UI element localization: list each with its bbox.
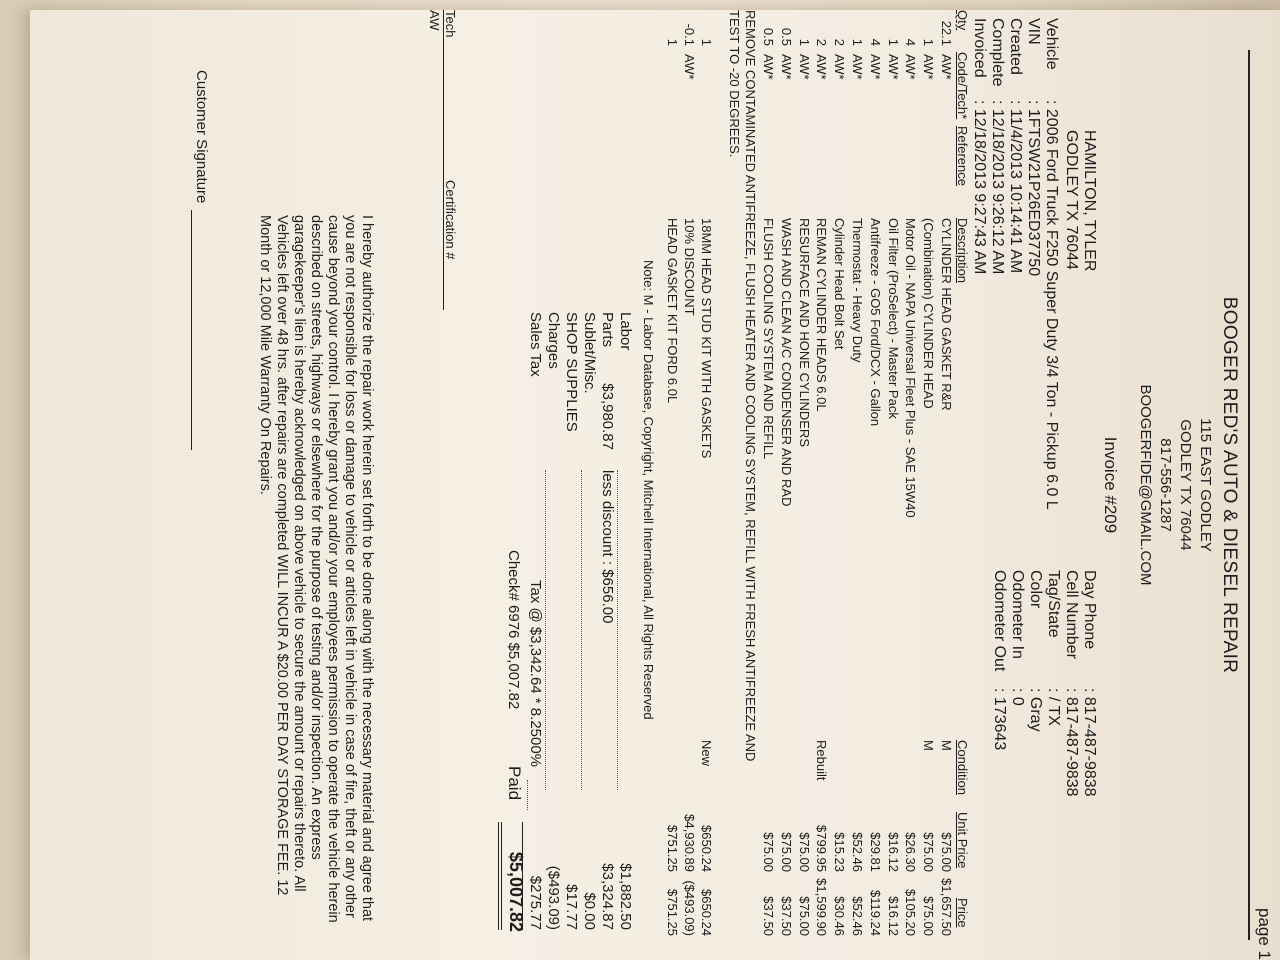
line-description: HEAD GASKET KIT FORD 6.0L — [665, 218, 680, 404]
vin-row: VIN: 1FTSW21P26ED37750 — [1025, 18, 1042, 277]
line-price: $1,657.50 — [939, 878, 954, 936]
tech-label: Tech — [443, 10, 458, 38]
line-code: AW* — [814, 54, 830, 80]
line-qty: 1 — [921, 38, 937, 46]
line-code: AW* — [885, 54, 901, 80]
shop-phone: 817-556-1287 — [1157, 438, 1174, 532]
line-code: AW* — [778, 54, 794, 80]
paid-status: Paid — [505, 766, 524, 801]
antifreeze-note-1: REMOVE CONTAMINATED ANTIFREEZE, FLUSH HEATER AND COOLING SYSTEM, REFILL WITH FRESH ANTIFREEZE AND — [743, 10, 758, 762]
tag-state-row: Tag/State: / TX — [1045, 570, 1062, 726]
parts-discount: less discount : $656.00 — [599, 470, 616, 624]
line-price: $751.25 — [665, 889, 680, 936]
line-description: 18MM HEAD STUD KIT WITH GASKETS — [699, 218, 714, 459]
tax-leader — [527, 780, 528, 810]
line-qty: 1 — [796, 38, 812, 46]
line-code: AW* — [867, 54, 883, 80]
line-code: AW* — [796, 54, 812, 80]
shop-supplies-amount: $17.77 — [563, 884, 580, 930]
customer-name: HAMILTON, TYLER — [1081, 130, 1098, 272]
line-qty: 1 — [885, 38, 901, 46]
col-qty-header: Qty — [955, 10, 970, 31]
line-price: $1,599.90 — [814, 878, 830, 936]
odometer-out-row: Odometer Out: 173643 — [991, 570, 1008, 751]
shop-address: 115 EAST GODLEY — [1197, 418, 1214, 552]
line-unit-price: $16.12 — [885, 832, 901, 872]
line-price: $119.24 — [867, 889, 883, 936]
customer-city: GODLEY TX 76044 — [1063, 130, 1080, 270]
line-price: ($493.09) — [682, 880, 697, 936]
color-row: Color: Gray — [1027, 570, 1044, 732]
line-qty: 0.5 — [761, 27, 776, 46]
line-description: Motor Oil - NAPA Universal Fleet Plus - SAE 15W40 — [903, 218, 919, 518]
invoice-number: Invoice #209 — [1101, 436, 1120, 534]
line-price: $37.50 — [761, 896, 776, 936]
customer-signature-label: Customer Signature — [193, 70, 210, 204]
labor-label: Labor — [617, 312, 634, 351]
line-condition: Rebuilt — [814, 740, 830, 781]
line-description: REMAN CYLINDER HEADS 6.0L — [814, 218, 830, 412]
line-price: $105.20 — [903, 889, 919, 936]
vehicle-row: Vehicle: 2006 Ford Truck F250 Super Duty 3/4 Ton - Pickup 6.0 L — [1043, 18, 1060, 510]
check-number: Check# 6976 $5,007.82 — [505, 550, 522, 710]
line-qty: 4 — [903, 38, 919, 46]
col-unit-price-header: Unit Price — [955, 812, 970, 869]
certification-label: Certification # — [443, 180, 458, 260]
sales-tax-amount: $275.77 — [527, 875, 544, 930]
line-price: $650.24 — [699, 889, 714, 936]
line-unit-price: $29.81 — [867, 832, 883, 872]
line-unit-price: $650.24 — [699, 825, 714, 872]
shop-city: GODLEY TX 76044 — [1177, 419, 1194, 551]
parts-amount: $3,324.87 — [599, 863, 616, 930]
line-description: WASH AND CLEAN A/C CONDENSER AND RAD — [778, 218, 794, 507]
line-qty: 1 — [699, 38, 714, 46]
line-qty: 2 — [814, 38, 830, 46]
line-code: AW* — [761, 54, 776, 80]
line-unit-price: $75.00 — [939, 832, 954, 872]
line-description: CYLINDER HEAD GASKET R&R — [939, 218, 954, 411]
copyright-note: Note: M - Labor Database, Copyright, Mitchell International, All Rights Reserved — [641, 260, 656, 720]
line-code: AW* — [850, 54, 865, 80]
line-condition: M — [921, 740, 937, 751]
sales-tax-calc: Tax @ $3,342.64 * 8.2500% — [527, 580, 544, 768]
line-description: Antifreeze - GO5 Ford/DCX - Gallon — [867, 218, 883, 427]
grand-total: $5,007.82 — [506, 851, 526, 932]
line-price: $52.46 — [850, 896, 865, 936]
tech-rule — [443, 10, 444, 310]
line-unit-price: $26.30 — [903, 832, 919, 872]
charges-leader — [545, 470, 546, 790]
line-price: $75.00 — [796, 896, 812, 936]
parts-gross: $3,980.87 — [599, 383, 616, 450]
line-unit-price: $75.00 — [761, 832, 776, 872]
col-price-header: Price — [955, 898, 970, 928]
page-label: page 1 — [1255, 908, 1274, 960]
line-unit-price: $75.00 — [796, 832, 812, 872]
created-row: Created: 11/4/2013 10:14:41 AM — [1007, 18, 1024, 274]
line-price: $75.00 — [921, 896, 937, 936]
line-qty: 1 — [850, 38, 865, 46]
line-unit-price: $4,930.89 — [682, 814, 697, 872]
charges-amount: ($493.09) — [545, 865, 562, 930]
top-rule — [1248, 50, 1250, 940]
line-description: (Combination) CYLINDER HEAD — [921, 218, 937, 409]
shop-email: BOOGERFIDE@GMAIL.COM — [1137, 384, 1154, 586]
line-unit-price: $75.00 — [778, 832, 794, 872]
line-code: AW* — [832, 54, 848, 80]
line-code: AW* — [939, 54, 954, 80]
line-description: 10% DISCOUNT — [682, 218, 697, 316]
total-double-rule — [498, 822, 502, 930]
sublet-leader — [581, 470, 582, 790]
line-code: AW* — [903, 54, 919, 80]
line-description: RESURFACE AND HONE CYLINDERS — [796, 218, 812, 447]
col-code-header: Code/Tech* — [955, 52, 970, 120]
line-description: FLUSH COOLING SYSTEM AND REFILL — [761, 218, 776, 460]
line-condition: M — [939, 740, 954, 751]
line-price: $16.12 — [885, 896, 901, 936]
line-qty: -0.1 — [682, 23, 697, 46]
invoice-document — [30, 10, 1280, 960]
line-price: $37.50 — [778, 896, 794, 936]
line-qty: 22.1 — [939, 20, 954, 46]
charges-label: Charges — [545, 312, 562, 369]
line-unit-price: $75.00 — [921, 832, 937, 872]
authorization-terms: I hereby authorize the repair work herein set forth to be done along with the necessary material and agree that you are not responsible for loss or damage to vehicle or articles left in vehicle in case of fire, theft or any other cause beyond your control. I hereby grant you and/or your employees permission to operate the vehicle herein described on streets, highways or elsewhere for the purpose of testing and/or inspection. An express garagekeeper's lien is hereby acknowledged on above vehicle to secure the amount or repairs thereto. All Vehicles left over 48 hrs. after repairs are completed WILL INCUR A $20.00 PER DAY STORAGE FEE. 12 Month or 12,000 Mile Warranty On Repairs. — [257, 215, 375, 923]
customer-signature-line[interactable] — [191, 210, 192, 450]
line-qty: 4 — [867, 38, 883, 46]
col-reference-header: Reference — [955, 126, 970, 186]
line-description: Thermostat - Heavy Duty — [850, 218, 865, 363]
day-phone-row: Day Phone: 817-487-9838 — [1081, 570, 1098, 797]
sublet-label: Sublet/Misc. — [581, 312, 598, 394]
line-unit-price: $799.95 — [814, 825, 830, 872]
sales-tax-label: Sales Tax — [527, 312, 544, 377]
line-unit-price: $52.46 — [850, 832, 865, 872]
line-unit-price: $751.25 — [665, 825, 680, 872]
parts-label: Parts — [599, 312, 616, 348]
line-description: Oil Filter (ProSelect) - Master Pack — [885, 218, 901, 419]
shop-supplies-label: SHOP SUPPLIES — [563, 312, 580, 432]
labor-leader — [617, 470, 618, 790]
sublet-amount: $0.00 — [581, 892, 598, 930]
line-qty: 0.5 — [778, 27, 794, 46]
line-code: AW* — [682, 54, 697, 80]
complete-row: Complete: 12/18/2013 9:26:12 AM — [989, 18, 1006, 275]
line-description: Cylinder Head Bolt Set — [832, 218, 848, 350]
col-condition-header: Condition — [955, 740, 970, 795]
line-condition: New — [699, 740, 714, 767]
labor-amount: $1,882.50 — [617, 863, 634, 930]
col-description-header: Description — [955, 218, 970, 284]
line-qty: 1 — [665, 38, 680, 46]
line-code: AW* — [921, 54, 937, 80]
line-price: $30.46 — [832, 896, 848, 936]
shop-name: BOOGER RED'S AUTO & DIESEL REPAIR — [1219, 296, 1240, 674]
cell-number-row: Cell Number: 817-487-9838 — [1063, 570, 1080, 797]
odometer-in-row: Odometer In: 0 — [1009, 570, 1026, 706]
line-unit-price: $15.23 — [832, 832, 848, 872]
line-qty: 2 — [832, 38, 848, 46]
antifreeze-note-2: TEST TO -20 DEGREES. — [727, 10, 742, 158]
tech-value: AW — [427, 10, 442, 31]
invoiced-row: Invoiced: 12/18/2013 9:27:43 AM — [971, 18, 988, 275]
